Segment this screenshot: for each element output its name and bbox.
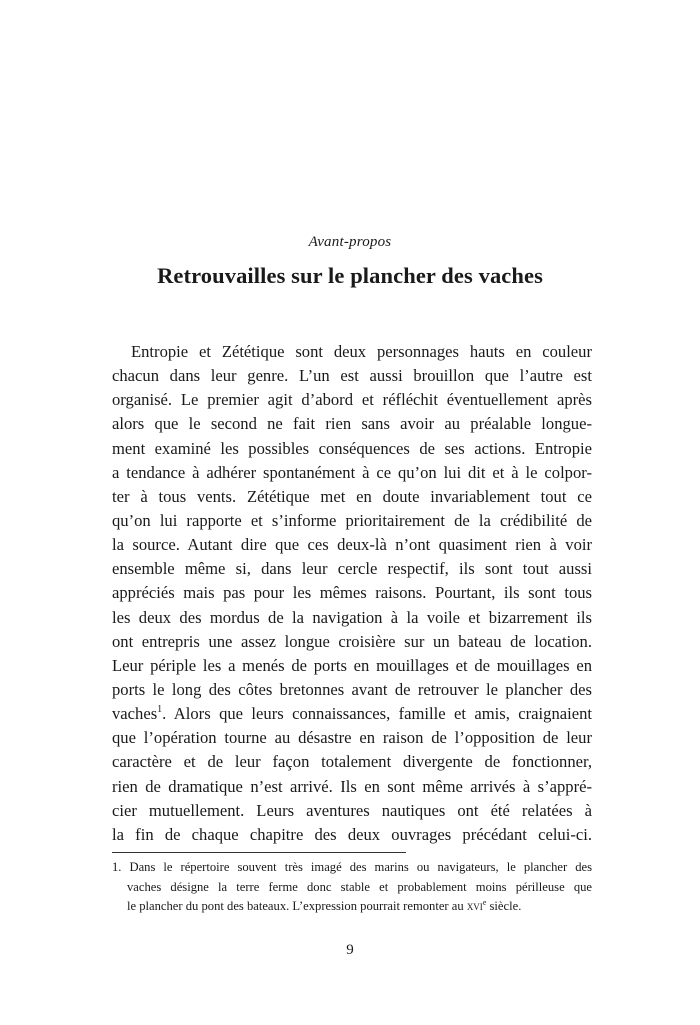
footnote-reference[interactable]: 1 <box>157 704 163 716</box>
century-numeral: xvi <box>466 899 483 913</box>
text-line: organisé. Le premier agit d’abord et réfléchit éventuellement après <box>112 390 592 410</box>
footnote-line: 1. Dans le répertoire souvent très imagé des marins ou navigateurs, le plancher des <box>112 860 592 874</box>
text-line: a tendance à adhérer spontanément à ce qu’on lui dit et à le colpor- <box>112 462 592 482</box>
text-fragment: . Alors que leurs connaissances, famille et amis, craignaient <box>162 704 592 724</box>
section-kicker: Avant-propos <box>308 234 392 250</box>
text-line: la source. Autant dire que ces deux-là n’ont quasiment rien à voir <box>112 535 592 555</box>
text-line: Leur périple les a menés de ports en mouillages et de mouillages en <box>112 655 592 675</box>
chapter-title: Retrouvailles sur le plancher des vaches <box>157 263 543 288</box>
text-line: ports le long des côtes bretonnes avant de retrouver le plancher des <box>112 679 592 699</box>
footnote-line: vaches désigne la terre ferme donc stable et probablement moins périlleuse que <box>127 879 592 894</box>
text-line: chacun dans leur genre. L’un est aussi brouillon que l’autre est <box>112 366 592 386</box>
text-line: alors que le second ne fait rien sans avoir au préalable longue- <box>112 414 592 434</box>
text-line: ment examiné les possibles conséquences de ses actions. Entropie <box>112 438 592 458</box>
text-fragment: vaches <box>112 704 158 724</box>
text-fragment: siècle. <box>486 899 522 913</box>
text-line: Entropie et Zététique sont deux personnages hauts en couleur <box>131 342 592 361</box>
text-line: cier mutuellement. Leurs aventures nautiques ont été relatées à <box>112 800 592 820</box>
text-line: ensemble même si, dans leur cercle respectif, ils sont tout aussi <box>112 559 592 579</box>
text-line: rien de dramatique n’est arrivé. Ils en sont même arrivés à s’appré- <box>112 776 592 796</box>
ordinal-suffix: e <box>482 898 487 907</box>
footnote-line <box>112 897 592 917</box>
text-line: ont entrepris une assez longue croisière sur un bateau de location. <box>112 631 592 651</box>
text-line: caractère et de leur façon totalement divergente de fonctionner, <box>112 752 592 772</box>
text-fragment: le plancher du pont des bateaux. L’expression pourrait remonter au <box>127 899 467 913</box>
text-line: les deux des mordus de la navigation à la voile et bizarrement ils <box>112 607 592 627</box>
text-line: que l’opération tourne au désastre en raison de l’opposition de leur <box>112 728 592 748</box>
text-line: qu’on lui rapporte et s’informe prioritairement de la crédibilité de <box>112 510 592 530</box>
body-paragraph <box>112 340 592 847</box>
footnote-separator <box>112 852 406 853</box>
footnote <box>112 858 592 917</box>
text-line: ter à tous vents. Zététique met en doute invariablement tout ce <box>112 486 592 506</box>
text-line: la fin de chaque chapitre des deux ouvrages précédant celui-ci. <box>112 824 592 844</box>
page-number: 9 <box>346 942 354 958</box>
text-line: appréciés mais pas pour les mêmes raisons. Pourtant, ils sont tous <box>112 583 592 603</box>
text-line-with-note-ref <box>112 702 592 726</box>
